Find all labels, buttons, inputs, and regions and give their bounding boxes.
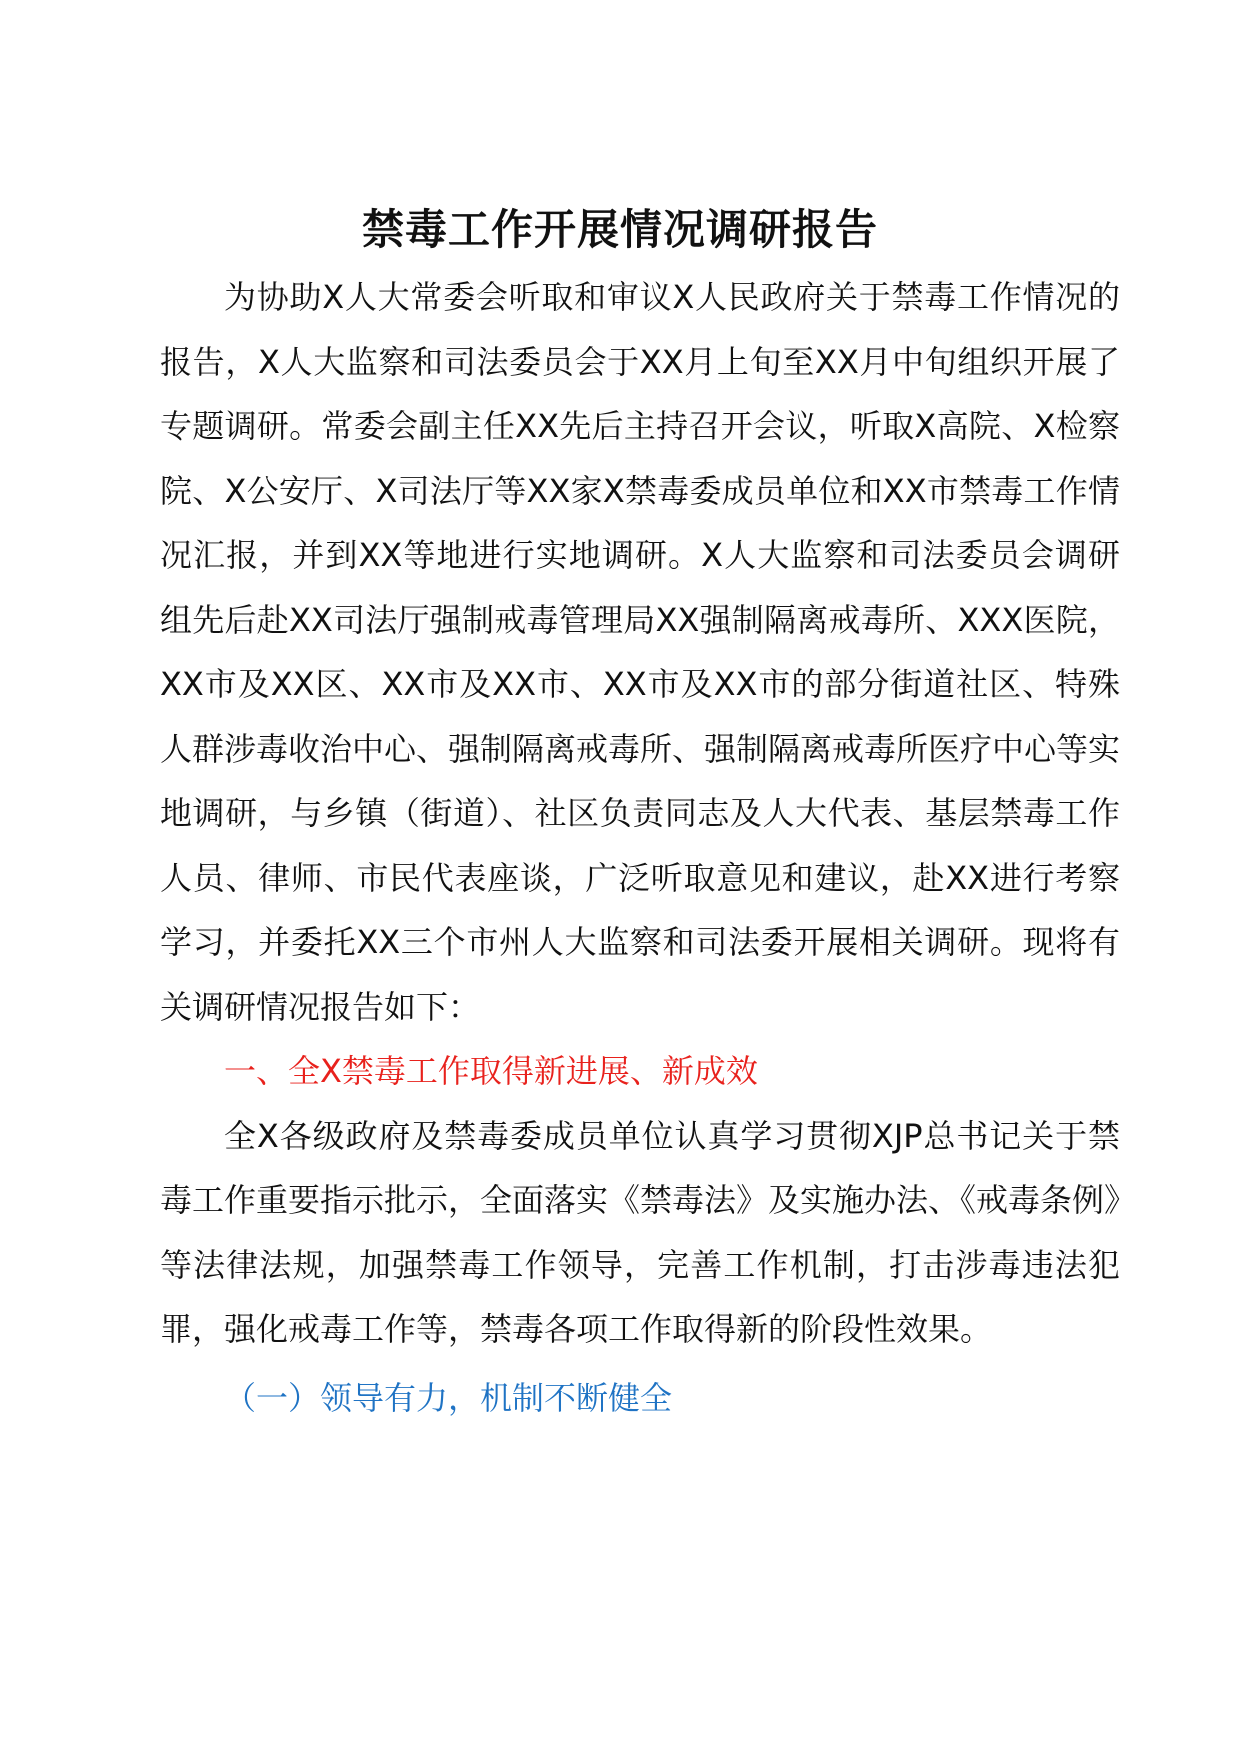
document-body bbox=[160, 265, 1120, 1430]
section-1-paragraph: 全X各级政府及禁毒委成员单位认真学习贯彻XJP总书记关于禁毒工作重要指示批示，全面落实《禁毒法》及实施办法、《戒毒条例》等法律法规，加强禁毒工作领导，完善工作机制，打击涉毒违法犯罪，强化戒毒工作等，禁毒各项工作取得新的阶段性效果。 bbox=[160, 1116, 1121, 1348]
section-heading-1: 一、全X禁毒工作取得新进展、新成效 bbox=[224, 1052, 758, 1090]
document-title: 禁毒工作开展情况调研报告 bbox=[361, 205, 878, 254]
intro-paragraph: 为协助X人大常委会听取和审议X人民政府关于禁毒工作情况的报告，X人大监察和司法委员会于XX月上旬至XX月中旬组织开展了专题调研。常委会副主任XX先后主持召开会议，听取X高院、X检察院、X公安厅、X司法厅等XX家X禁毒委成员单位和XX市禁毒工作情况汇报，并到XX等地进行实地调研。X人大监察和司法委员会调研组先后赴XX司法厅强制戒毒管理局XX强制隔离戒毒所、XXX医院，XX市及XX区、XX市及XX市、XX市及XX市的部分街道社区、特殊人群涉毒收治中心、强制隔离戒毒所、强制隔离戒毒所医疗中心等实地调研，与乡镇（街道）、社区负责同志及人大代表、基层禁毒工作人员、律师、市民代表座谈，广泛听取意见和建议，赴XX进行考察学习，并委托XX三个市州人大监察和司法委开展相关调研。现将有关调研情况报告如下： bbox=[160, 278, 1121, 1026]
subsection-heading-1: （一）领导有力，机制不断健全 bbox=[224, 1378, 673, 1417]
